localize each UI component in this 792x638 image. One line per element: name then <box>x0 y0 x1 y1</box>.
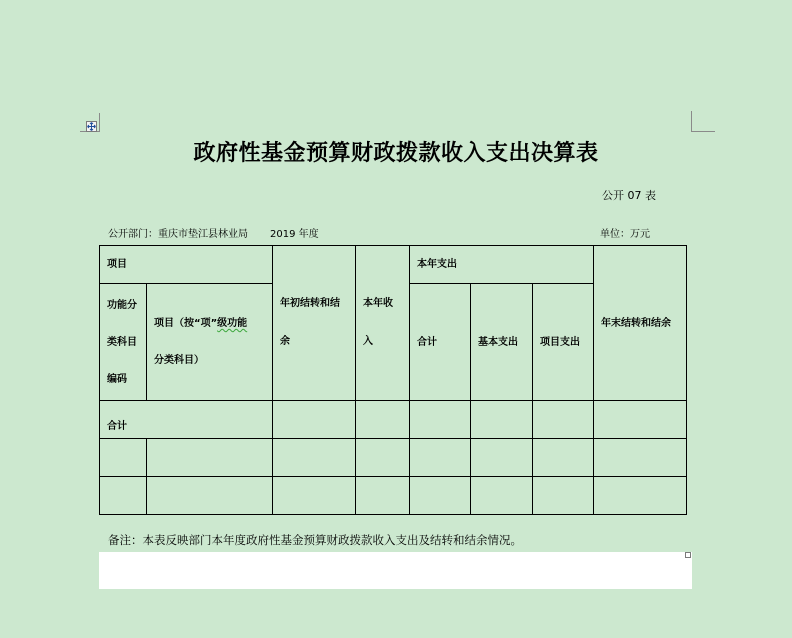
crop-mark-top-left-vertical <box>99 113 100 132</box>
table-cell[interactable] <box>147 477 273 515</box>
header-func-code-line3: 编码 <box>107 373 127 385</box>
table-row <box>100 439 687 477</box>
table-cell[interactable] <box>533 439 594 477</box>
total-label-cell[interactable] <box>100 401 273 439</box>
header-income-cell[interactable] <box>356 246 410 401</box>
crop-mark-top-right-horizontal <box>691 131 715 132</box>
resize-handle-icon[interactable] <box>685 552 691 558</box>
header-start-balance-line2: 余 <box>280 336 290 347</box>
header-income-line2: 入 <box>363 336 373 347</box>
header-basic: 基本支出 <box>478 336 518 348</box>
header-project-cell[interactable] <box>100 246 273 284</box>
table-cell[interactable] <box>273 477 356 515</box>
table-cell[interactable] <box>533 477 594 515</box>
header-project: 项目 <box>107 259 127 270</box>
table-move-handle-icon[interactable] <box>86 121 97 132</box>
header-expense: 本年支出 <box>417 259 457 270</box>
table-cell[interactable] <box>356 477 410 515</box>
header-income-line1: 本年收 <box>363 298 393 309</box>
header-item-underlined: 级功能 <box>217 318 248 329</box>
unit-label: 单位：万元 <box>600 229 650 240</box>
header-start-balance-cell[interactable] <box>273 246 356 401</box>
table-cell[interactable] <box>594 439 687 477</box>
crop-mark-top-right-vertical <box>691 111 692 132</box>
header-end-balance: 年末结转和结余 <box>601 317 671 329</box>
table-cell[interactable] <box>147 439 273 477</box>
total-project-exp-cell[interactable] <box>533 401 594 439</box>
table-row <box>100 477 687 515</box>
total-basic-cell[interactable] <box>471 401 533 439</box>
table-cell[interactable] <box>100 477 147 515</box>
header-item-mid: ” <box>210 318 218 329</box>
table-cell[interactable] <box>356 439 410 477</box>
table-cell[interactable] <box>471 477 533 515</box>
table-cell[interactable] <box>410 477 471 515</box>
total-label: 合计 <box>107 421 127 432</box>
header-item-cell[interactable] <box>147 284 273 401</box>
form-number: 公开 07 表 <box>602 189 656 202</box>
header-project-exp-cell[interactable] <box>533 284 594 401</box>
table-cell[interactable] <box>471 439 533 477</box>
header-start-balance-line1: 年初结转和结 <box>280 298 340 309</box>
fiscal-year: 2019 年度 <box>270 229 319 240</box>
header-func-code-line2: 类科目 <box>107 336 137 348</box>
header-basic-cell[interactable] <box>471 284 533 401</box>
header-project-exp: 项目支出 <box>540 336 580 348</box>
department-line <box>108 228 319 242</box>
header-item-line2: 分类科目） <box>154 355 204 366</box>
header-func-code-cell[interactable] <box>100 284 147 401</box>
table-note: 备注：本表反映部门本年度政府性基金预算财政拨款收入支出及结转和结余情况。 <box>108 533 522 547</box>
table-row-total <box>100 401 687 439</box>
budget-table <box>99 245 687 515</box>
total-income-cell[interactable] <box>356 401 410 439</box>
header-item-pre: 项目（按“ <box>154 318 201 329</box>
header-item-xiang: 项 <box>200 318 211 329</box>
table-cell[interactable] <box>410 439 471 477</box>
header-func-code-line1: 功能分 <box>107 299 137 311</box>
total-end-balance-cell[interactable] <box>594 401 687 439</box>
document-title: 政府性基金预算财政拨款收入支出决算表 <box>193 141 599 166</box>
header-expense-cell[interactable] <box>410 246 594 284</box>
department-name: 公开部门：重庆市垫江县林业局 <box>108 229 248 240</box>
total-expense-total-cell[interactable] <box>410 401 471 439</box>
header-total: 合计 <box>417 336 437 348</box>
total-start-balance-cell[interactable] <box>273 401 356 439</box>
selected-textbox[interactable] <box>99 552 692 589</box>
table-cell[interactable] <box>100 439 147 477</box>
header-end-balance-cell[interactable] <box>594 246 687 401</box>
table-cell[interactable] <box>273 439 356 477</box>
table-cell[interactable] <box>594 477 687 515</box>
header-total-cell[interactable] <box>410 284 471 401</box>
